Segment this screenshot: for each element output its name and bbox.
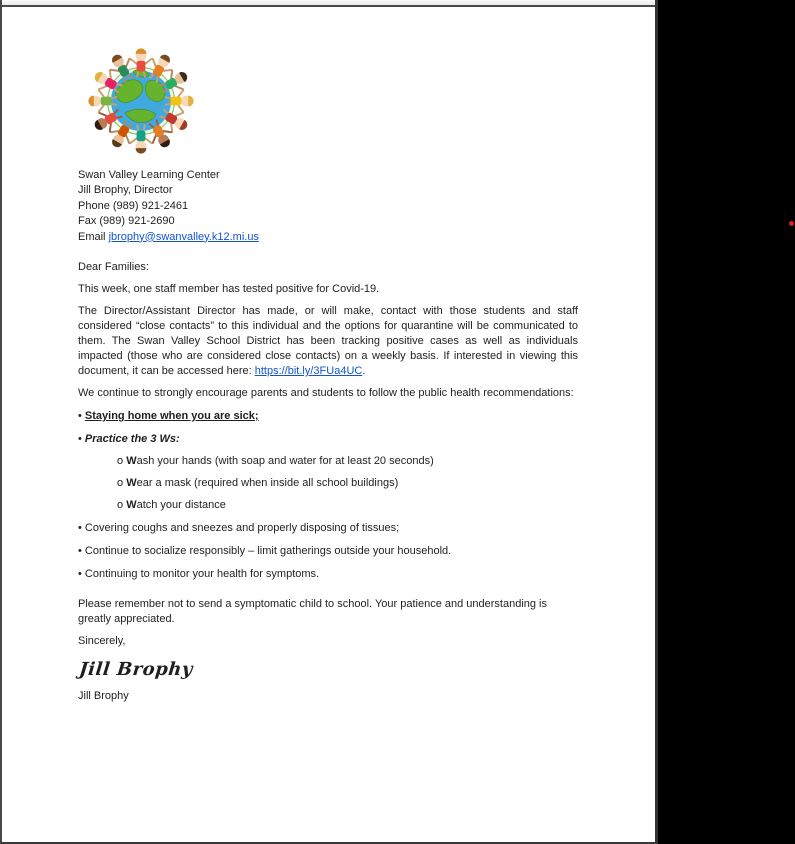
typed-signature: Jill Brophy [78, 690, 129, 703]
paragraph-reminder: Please remember not to send a symptomatic child to school. Your patience and understanding is greatly appreciated. [78, 598, 547, 626]
children-globe-logo-svg [76, 44, 206, 158]
email-label: Email [78, 230, 106, 243]
bullet-socialize [78, 544, 578, 559]
sub-bullet-wear-mask [78, 476, 578, 491]
closing: Sincerely, [78, 635, 126, 648]
sub-bullet-watch-distance [78, 498, 578, 513]
letterhead-block [78, 168, 578, 245]
sub-bullet-bold-letter: W [126, 455, 137, 468]
sub-bullet-bold-letter: W [126, 499, 137, 512]
sub-bullet-marker: o [117, 499, 124, 512]
fax-line: Fax (989) 921-2690 [78, 215, 175, 228]
bullet-staying-home-text: Staying home when you are sick; [84, 410, 259, 423]
paragraph-encourage: We continue to strongly encourage parents and students to follow the public health recommendations: [78, 387, 574, 400]
email-link[interactable]: jbrophy@swanvalley.k12.mi.us [108, 230, 259, 243]
bullet-monitor-health [78, 567, 578, 582]
bullet-glyph: • [78, 522, 82, 535]
bullet-monitor-health-text: Continuing to monitor your health for symptoms. [84, 568, 320, 581]
bullet-glyph: • [78, 568, 82, 581]
bullet-covering-coughs-text: Covering coughs and sneezes and properly disposing of tissues; [84, 522, 400, 535]
recommendation-list [78, 409, 578, 582]
bullet-glyph: • [78, 410, 82, 423]
email-line [78, 230, 578, 245]
bullet-practice-3ws [78, 432, 578, 447]
page-top-border [2, 5, 655, 7]
red-indicator-dot [789, 221, 794, 226]
sub-bullet-bold-letter: W [126, 477, 137, 490]
paragraph-positive-case: This week, one staff member has tested positive for Covid-19. [78, 283, 380, 296]
letter-content [2, 44, 655, 704]
sub-bullet-text: ash your hands (with soap and water for at least 20 seconds) [136, 455, 434, 468]
org-name: Swan Valley Learning Center [78, 169, 220, 181]
director-line: Jill Brophy, Director [78, 184, 173, 197]
sub-bullet-marker: o [117, 477, 124, 490]
paragraph-contact-tracing [78, 304, 578, 379]
bullet-staying-home [78, 409, 578, 424]
salutation: Dear Families: [78, 261, 149, 274]
bullet-glyph: • [78, 545, 82, 558]
sub-bullet-text: ear a mask (required when inside all school buildings) [136, 477, 399, 490]
sub-bullet-text: atch your distance [136, 499, 226, 512]
bullet-glyph: • [78, 433, 82, 446]
children-globe-logo [76, 44, 206, 163]
bullet-covering-coughs [78, 521, 578, 536]
sub-bullet-marker: o [117, 455, 124, 468]
sub-bullet-wash-hands [78, 454, 578, 469]
bullet-socialize-text: Continue to socialize responsibly – limit gatherings outside your household. [84, 545, 452, 558]
paragraph-contact-text: The Director/Assistant Director has made, or will make, contact with those students and staff considered “close contacts” to this individual and the options for quarantine will be communicated to them. The Swan Valley School District has been tracking positive cases as well as individuals impacted (those who are considered close contacts) on a weekly basis. If interested in viewing this document, it can be accessed here: [78, 305, 578, 378]
handwritten-signature: Jill Brophy [78, 659, 194, 681]
tracking-document-link[interactable]: https://bit.ly/3FUa4UC [254, 365, 363, 378]
right-black-band [658, 0, 795, 844]
phone-line: Phone (989) 921-2461 [78, 199, 189, 212]
bullet-practice-3ws-text: Practice the 3 Ws: [84, 433, 180, 446]
paragraph-contact-period: . [362, 365, 366, 378]
